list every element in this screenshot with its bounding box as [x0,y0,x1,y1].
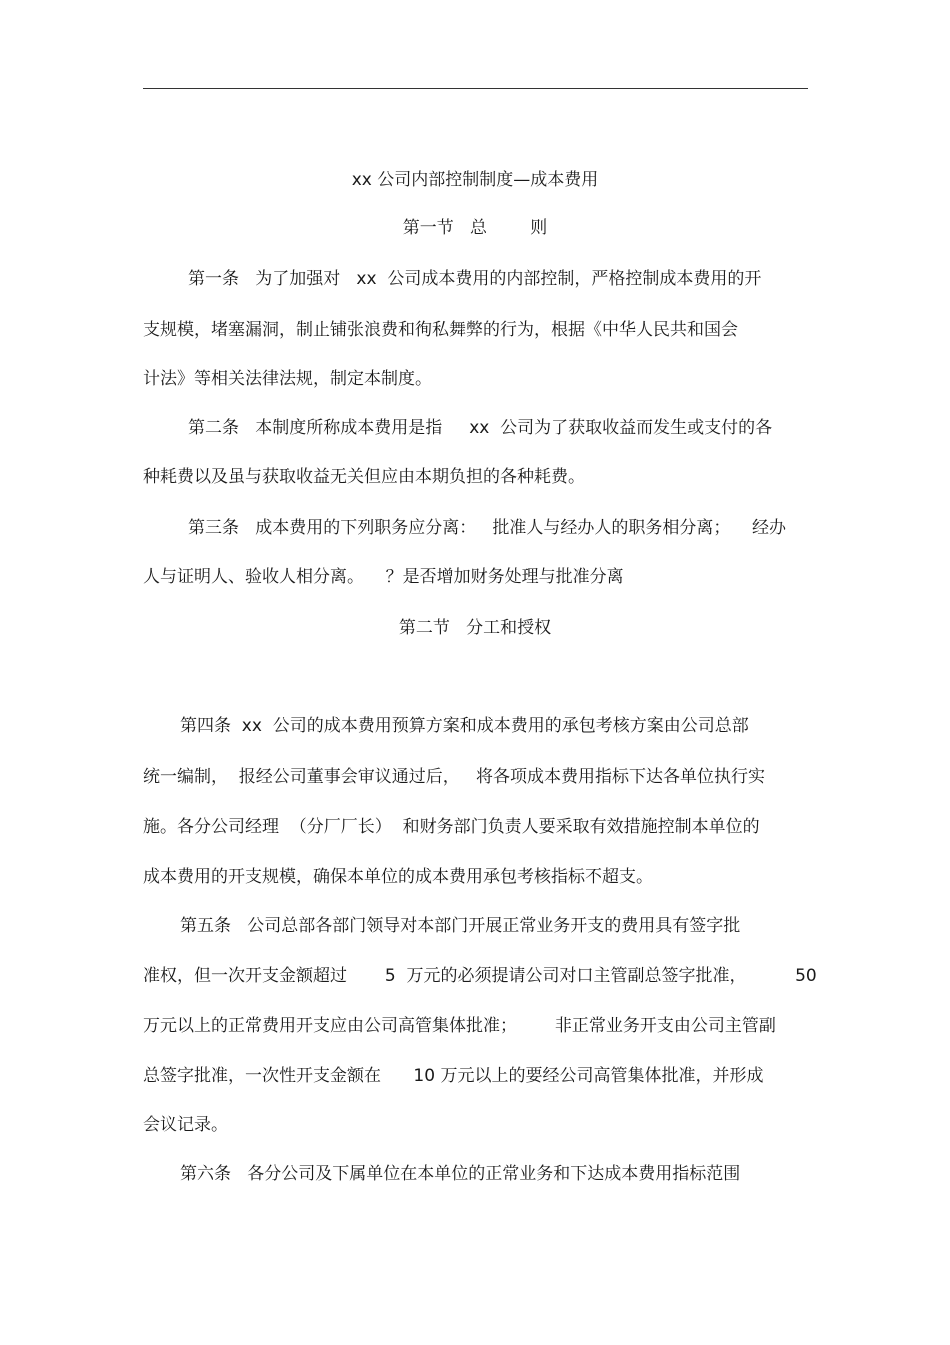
article-2-line-2: 种耗费以及虽与获取收益无关但应由本期负担的各种耗费。 [143,467,585,487]
header-rule [143,88,808,89]
section-heading-2: 第二节 分工和授权 [398,618,552,638]
article-4-line-4: 成本费用的开支规模，确保本单位的成本费用承包考核指标不超支。 [143,867,653,887]
article-3-line-2: 人与证明人、验收人相分离。 ？是否增加财务处理与批准分离 [143,567,624,587]
article-5-line-5: 会议记录。 [143,1115,228,1135]
document-title: xx 公司内部控制制度—成本费用 [351,170,599,190]
article-5-line-2: 准权，但一次开支金额超过 5 万元的必须提请公司对口主管副总签字批准， 50 [143,966,817,986]
article-4-line-3: 施。各分公司经理 （分厂厂长） 和财务部门负责人要采取有效措施控制本单位的 [143,817,760,837]
article-1-line-3: 计法》等相关法律法规，制定本制度。 [143,369,432,389]
article-1-line-1: 第一条 为了加强对 xx 公司成本费用的内部控制，严格控制成本费用的开 [188,269,762,289]
section-heading-1: 第一节 总 则 [402,218,548,238]
article-3-line-1: 第三条 成本费用的下列职务应分离： 批准人与经办人的职务相分离； 经办 [188,518,787,538]
article-5-line-1: 第五条 公司总部各部门领导对本部门开展正常业务开支的费用具有签字批 [180,916,741,936]
article-5-line-4: 总签字批准，一次性开支金额在 10 万元以上的要经公司高管集体批准，并形成 [143,1066,764,1086]
article-4-line-1: 第四条 xx 公司的成本费用预算方案和成本费用的承包考核方案由公司总部 [180,716,749,736]
article-5-line-3: 万元以上的正常费用开支应由公司高管集体批准； 非正常业务开支由公司主管副 [143,1016,776,1036]
article-4-line-2: 统一编制， 报经公司董事会审议通过后， 将各项成本费用指标下达各单位执行实 [143,767,766,787]
article-6-line-1: 第六条 各分公司及下属单位在本单位的正常业务和下达成本费用指标范围 [180,1164,741,1184]
article-2-line-1: 第二条 本制度所称成本费用是指 xx 公司为了获取收益而发生或支付的各 [188,418,773,438]
article-1-line-2: 支规模，堵塞漏洞，制止铺张浪费和徇私舞弊的行为，根据《中华人民共和国会 [143,320,738,340]
